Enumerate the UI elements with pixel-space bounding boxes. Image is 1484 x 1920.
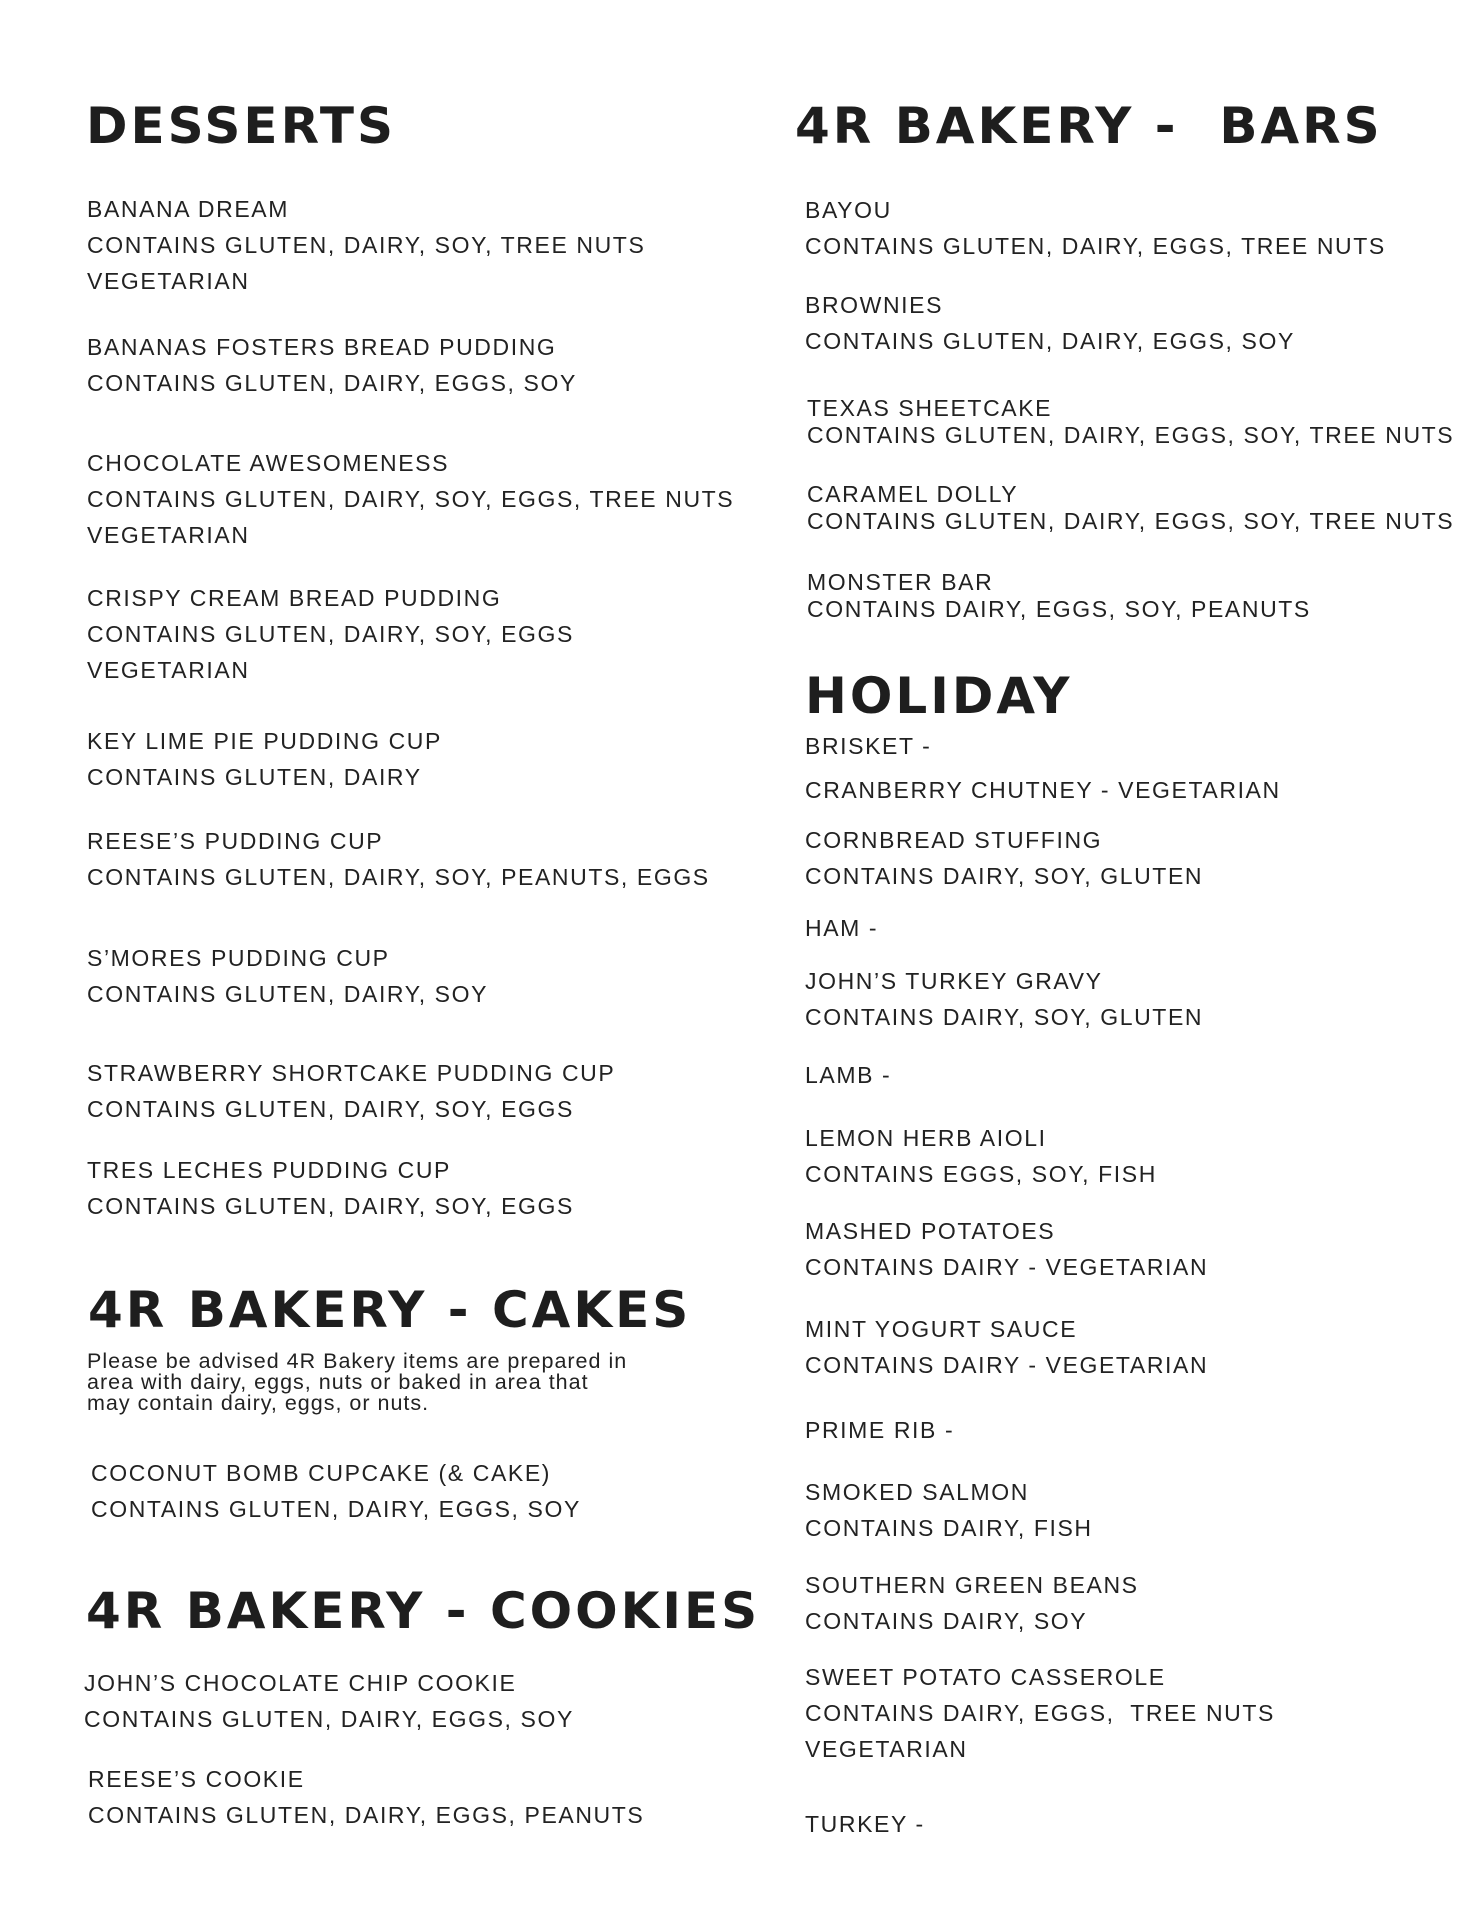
item-name: BAYOU [805, 197, 892, 223]
menu-item [805, 287, 1295, 359]
item-name: TURKEY - [805, 1811, 925, 1837]
item-allergens: CONTAINS GLUTEN, DAIRY, EGGS, SOY [84, 1706, 574, 1732]
item-name: BRISKET - [805, 733, 932, 759]
item-allergens: CONTAINS EGGS, SOY, FISH [805, 1161, 1157, 1187]
menu-item [805, 192, 1386, 264]
item-name: CRISPY CREAM BREAD PUDDING [87, 585, 502, 611]
item-tag: VEGETARIAN [805, 1736, 968, 1762]
menu-item [87, 1152, 574, 1224]
item-allergens: CONTAINS DAIRY, SOY, GLUTEN [805, 1004, 1204, 1030]
menu-item [805, 1213, 1208, 1285]
item-allergens: CONTAINS GLUTEN, DAIRY, SOY, EGGS [87, 1193, 574, 1219]
item-allergens: CONTAINS GLUTEN, DAIRY, EGGS, SOY [91, 1496, 581, 1522]
item-name: STRAWBERRY SHORTCAKE PUDDING CUP [87, 1060, 616, 1086]
item-name: TEXAS SHEETCAKE [807, 395, 1053, 421]
menu-item [87, 191, 645, 299]
menu-item [84, 1665, 574, 1737]
menu-item [88, 1761, 644, 1833]
menu-item [805, 772, 1281, 808]
item-allergens: CONTAINS DAIRY - VEGETARIAN [805, 1254, 1209, 1280]
menu-item [87, 580, 574, 688]
menu-item [87, 1055, 615, 1127]
item-allergens: CONTAINS DAIRY, FISH [805, 1515, 1093, 1541]
bars-heading: 4R BAKERY - BARS [795, 97, 1383, 155]
item-tag: VEGETARIAN [87, 268, 250, 294]
allergen-advisory-note [87, 1351, 627, 1414]
item-name: JOHN’S CHOCOLATE CHIP COOKIE [84, 1670, 517, 1696]
item-allergens: CONTAINS GLUTEN, DAIRY, EGGS, TREE NUTS [805, 233, 1386, 259]
item-name: JOHN’S TURKEY GRAVY [805, 968, 1103, 994]
menu-item [805, 822, 1203, 894]
item-allergens: CONTAINS GLUTEN, DAIRY, SOY, PEANUTS, EGGS [87, 864, 710, 890]
menu-item [807, 569, 1311, 623]
note-line: Please be advised 4R Bakery items are prepared in [87, 1349, 628, 1373]
item-allergens: CONTAINS GLUTEN, DAIRY, SOY [87, 981, 489, 1007]
item-allergens: CONTAINS GLUTEN, DAIRY, EGGS, PEANUTS [88, 1802, 645, 1828]
cookies-heading: 4R BAKERY - COOKIES [86, 1582, 761, 1640]
menu-item [87, 823, 710, 895]
menu-item [87, 329, 577, 401]
item-allergens: CONTAINS DAIRY, SOY, GLUTEN [805, 863, 1204, 889]
item-name: LEMON HERB AIOLI [805, 1125, 1047, 1151]
item-allergens: CONTAINS GLUTEN, DAIRY, EGGS, SOY, TREE NUTS [807, 508, 1455, 534]
item-name: BROWNIES [805, 292, 944, 318]
menu-item [805, 1120, 1157, 1192]
menu-item [805, 910, 878, 946]
item-allergens: CONTAINS DAIRY, EGGS, TREE NUTS [805, 1700, 1275, 1726]
menu-item [805, 728, 931, 764]
item-name: MASHED POTATOES [805, 1218, 1056, 1244]
item-allergens: CONTAINS GLUTEN, DAIRY, SOY, EGGS, TREE NUTS [87, 486, 735, 512]
menu-item [805, 1659, 1275, 1767]
menu-item [91, 1455, 581, 1527]
item-name: S’MORES PUDDING CUP [87, 945, 390, 971]
item-name: REESE’S PUDDING CUP [87, 828, 384, 854]
item-name: KEY LIME PIE PUDDING CUP [87, 728, 442, 754]
menu-item [805, 1311, 1208, 1383]
item-allergens: CONTAINS GLUTEN, DAIRY, SOY, TREE NUTS [87, 232, 646, 258]
item-name: CRANBERRY CHUTNEY - VEGETARIAN [805, 777, 1281, 803]
note-line: area with dairy, eggs, nuts or baked in area that [87, 1370, 589, 1394]
item-name: COCONUT BOMB CUPCAKE (& CAKE) [91, 1460, 552, 1486]
holiday-heading: HOLIDAY [805, 667, 1073, 725]
item-name: CARAMEL DOLLY [807, 481, 1019, 507]
item-name: CHOCOLATE AWESOMENESS [87, 450, 450, 476]
menu-item [807, 395, 1454, 449]
note-line: may contain dairy, eggs, or nuts. [87, 1391, 430, 1415]
item-name: MINT YOGURT SAUCE [805, 1316, 1078, 1342]
menu-item [805, 1567, 1139, 1639]
menu-item [805, 1806, 925, 1842]
item-name: HAM - [805, 915, 879, 941]
menu-item [87, 445, 734, 553]
item-name: MONSTER BAR [807, 569, 994, 595]
item-tag: VEGETARIAN [87, 522, 250, 548]
item-name: REESE’S COOKIE [88, 1766, 305, 1792]
menu-item [805, 1474, 1093, 1546]
item-name: SMOKED SALMON [805, 1479, 1030, 1505]
menu-item [805, 963, 1203, 1035]
item-allergens: CONTAINS GLUTEN, DAIRY, EGGS, SOY [805, 328, 1295, 354]
desserts-heading: DESSERTS [86, 97, 396, 155]
item-allergens: CONTAINS DAIRY, SOY [805, 1608, 1088, 1634]
item-allergens: CONTAINS GLUTEN, DAIRY, EGGS, SOY, TREE NUTS [807, 422, 1455, 448]
menu-item [87, 940, 488, 1012]
item-allergens: CONTAINS DAIRY, EGGS, SOY, PEANUTS [807, 596, 1311, 622]
menu-item [805, 1057, 891, 1093]
item-allergens: CONTAINS GLUTEN, DAIRY, SOY, EGGS [87, 621, 574, 647]
item-name: BANANAS FOSTERS BREAD PUDDING [87, 334, 557, 360]
item-name: TRES LECHES PUDDING CUP [87, 1157, 451, 1183]
cakes-heading: 4R BAKERY - CAKES [88, 1281, 692, 1339]
item-name: BANANA DREAM [87, 196, 289, 222]
item-allergens: CONTAINS GLUTEN, DAIRY [87, 764, 422, 790]
item-name: SOUTHERN GREEN BEANS [805, 1572, 1139, 1598]
item-name: LAMB - [805, 1062, 892, 1088]
item-tag: VEGETARIAN [87, 657, 250, 683]
item-name: SWEET POTATO CASSEROLE [805, 1664, 1166, 1690]
item-name: PRIME RIB - [805, 1417, 955, 1443]
menu-item [805, 1412, 954, 1448]
item-name: CORNBREAD STUFFING [805, 827, 1103, 853]
item-allergens: CONTAINS GLUTEN, DAIRY, EGGS, SOY [87, 370, 577, 396]
item-allergens: CONTAINS GLUTEN, DAIRY, SOY, EGGS [87, 1096, 574, 1122]
menu-item [87, 723, 442, 795]
menu-item [807, 481, 1454, 535]
item-allergens: CONTAINS DAIRY - VEGETARIAN [805, 1352, 1209, 1378]
